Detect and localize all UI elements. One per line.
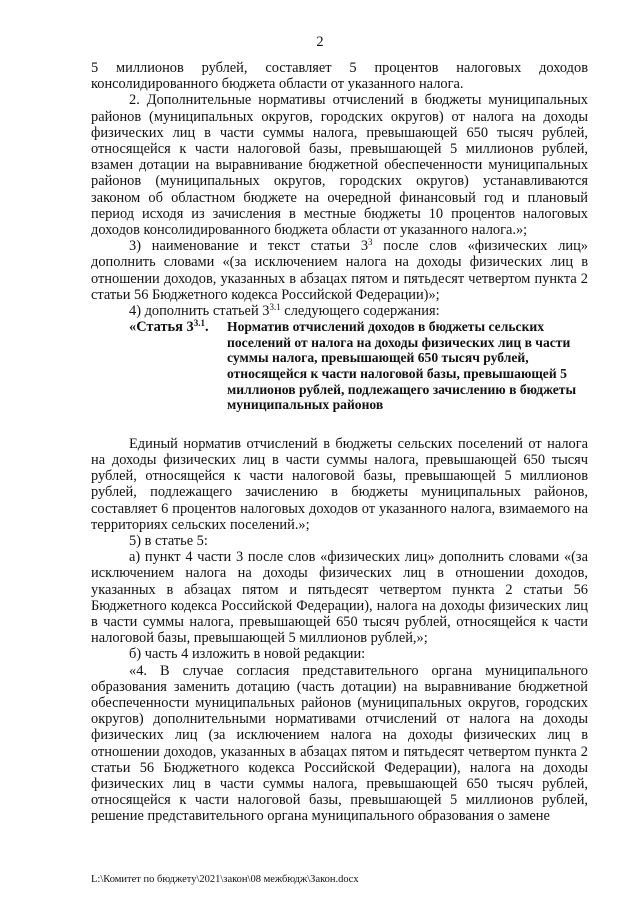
paragraph: 5 миллионов рублей, составляет 5 процентов налоговых доходов консолидированного бюджета области от указанного налога. [91, 60, 588, 93]
page-number: 2 [316, 34, 324, 50]
superscript: 3.1 [269, 302, 281, 313]
article-heading [129, 319, 588, 413]
paragraph: Единый норматив отчислений в бюджеты сельских поселений от налога на доходы физических лиц в части суммы налога, превышающей 650 тысяч рублей, относящейся к части налоговой базы, превышающей 5 миллионов рублей, подлежащего зачислению в бюджеты муниципальных районов, составляет 6 процентов налоговых доходов от указанного налога, взимаемого на территориях сельских поселений.»; [91, 435, 588, 533]
spacer [91, 413, 588, 436]
paragraph [91, 238, 588, 303]
text-run: 3) наименование и текст статьи 3 [129, 238, 369, 255]
paragraph: б) часть 4 изложить в новой редакции: [129, 646, 366, 663]
paragraph: а) пункт 4 части 3 после слов «физических лиц» дополнить словами «(за исключением налога на доходы физических лиц в отношении доходов, указанных в абзацах пятом и пятьдесят четвертом пункта 2 статьи 56 Бюджетного кодекса Российской Федерации), налога на доходы физических лиц в части суммы налога, превышающей 650 тысяч рублей, относящейся к части налоговой базы, превышающей 5 миллионов рублей,»; [91, 549, 588, 647]
text-run: . [204, 319, 209, 336]
text-run: следующего содержания: [280, 303, 440, 320]
paragraph: 2. Дополнительные нормативы отчислений в бюджеты муниципальных районов (муниципальных округов, городских округов) от налога на доходы физических лиц в части суммы налога, превышающей 650 тысяч рублей, относящейся к части налоговой базы, превышающей 5 миллионов рублей, взамен дотации на выравнивание бюджетной обеспеченности муниципальных районов (муниципальных округов, городских округов) устанавливаются законом об областном бюджете на очередной финансовый год и плановый период исходя из зачисления в местные бюджеты 10 процентов налоговых доходов консолидированного бюджета области от указанного налога.»; [91, 92, 588, 239]
paragraph: 5) в статье 5: [129, 533, 208, 550]
article-title: Норматив отчислений доходов в бюджеты сельских поселений от налога на доходы физических лиц в части суммы налога, превышающей 650 тысяч рублей, относящейся к части налоговой базы, превышающей 5 миллионов рублей, подлежащего зачислению в бюджеты муниципальных районов [227, 319, 577, 413]
paragraph: «4. В случае согласия представительного органа муниципального образования заменить дотацию (часть дотации) на выравнивание бюджетной обеспеченности муниципальных районов (муниципальных округов, городских округов) дополнительными нормативами отчислений от налога на доходы физических лиц (за исключением налога на доходы физических лиц в отношении доходов, указанных в абзацах пятом и пятьдесят четвертом пункта 2 статьи 56 Бюджетного кодекса Российской Федерации), налога на доходы физических лиц в части суммы налога, превышающей 650 тысяч рублей, относящейся к части налоговой базы, превышающей 5 миллионов рублей, решение представительного органа муниципального образования о замене [91, 662, 588, 825]
file-path-footer: L:\Комитет по бюджету\2021\закон\08 межбюдж\Закон.docx [91, 874, 359, 885]
document-body [91, 60, 588, 825]
article-label [129, 319, 227, 413]
paragraph [91, 303, 588, 319]
text-run: «Статья 3 [129, 319, 194, 336]
text-run: после слов «физических лиц» дополнить словами «(за исключением налога на доходы физических лиц в отношении доходов, указанных в абзацах пятом и пятьдесят четвертом пункта 2 статьи 56 Бюджетного кодекса Российской Федерации)»; [91, 238, 588, 303]
superscript: 3.1 [193, 318, 205, 329]
superscript: 3 [368, 237, 373, 248]
text-run: 4) дополнить статьей 3 [129, 303, 270, 320]
